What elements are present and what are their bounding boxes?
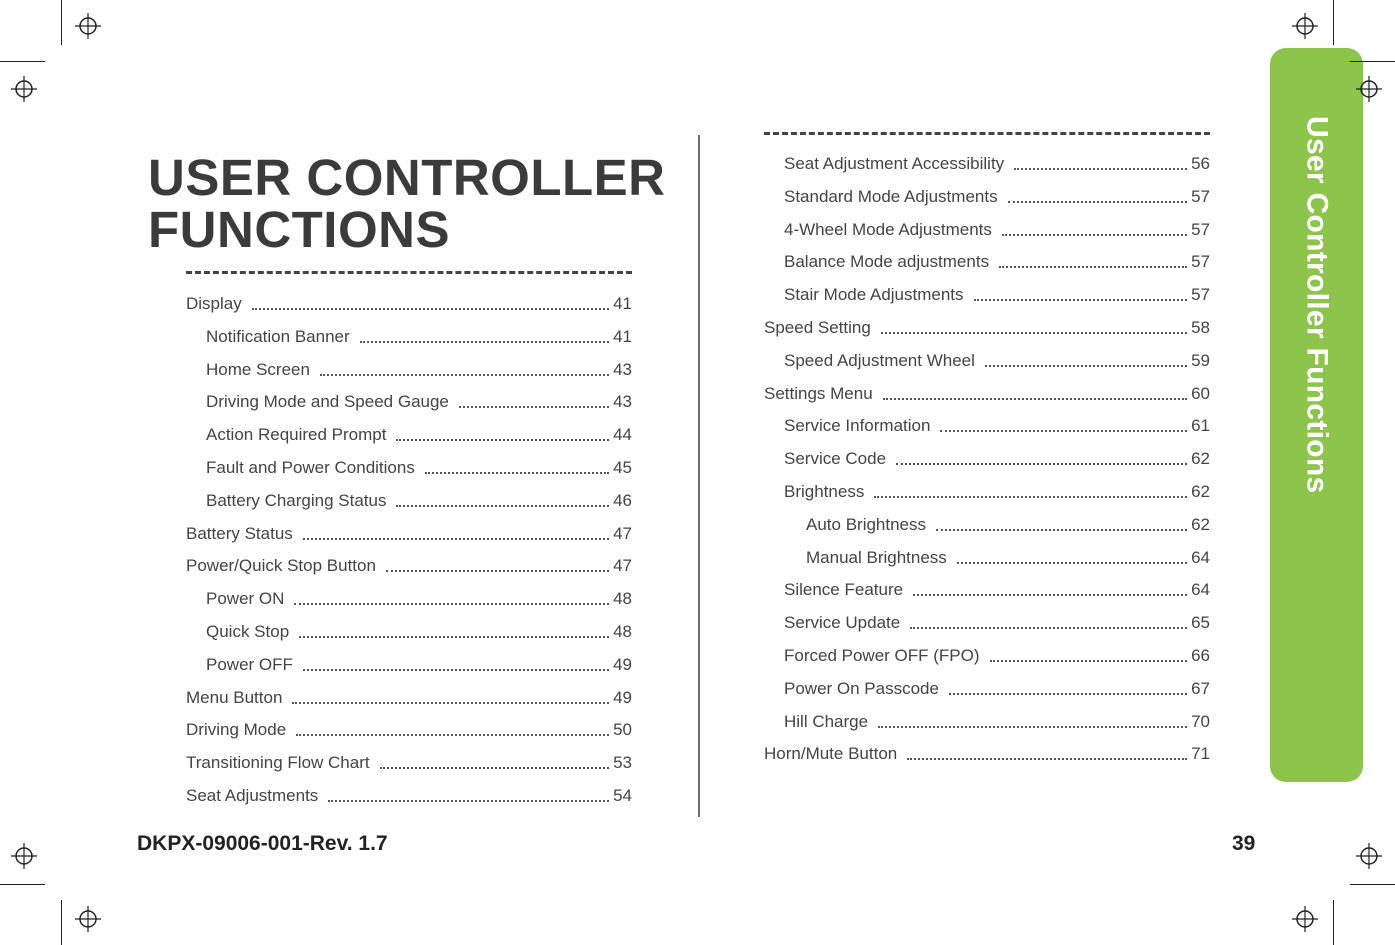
toc-entry xyxy=(764,478,1210,502)
toc-entry-label: Notification Banner xyxy=(206,326,350,346)
right-section-rule xyxy=(764,132,1210,135)
toc-entry-label: Fault and Power Conditions xyxy=(206,458,415,477)
toc-dot-leader xyxy=(974,299,1188,301)
toc-entry-page: 45 xyxy=(613,458,632,477)
toc-entry-label: Driving Mode and Speed Gauge xyxy=(206,392,449,412)
toc-entry xyxy=(186,487,632,511)
toc-entry-page: 54 xyxy=(613,786,632,805)
toc-entry-label: Brightness xyxy=(784,482,865,501)
registration-mark-icon xyxy=(11,843,37,869)
toc-entry-page: 49 xyxy=(613,654,632,674)
toc-entry-label: Service Update xyxy=(784,613,901,633)
toc-entry-label: Home Screen xyxy=(206,359,310,379)
toc-entry xyxy=(186,684,632,708)
toc-dot-leader xyxy=(949,693,1187,695)
crop-mark xyxy=(0,61,45,62)
toc-entry-label: Battery Charging Status xyxy=(206,490,387,510)
toc-dot-leader xyxy=(380,767,609,769)
toc-entry-label: Forced Power OFF (FPO) xyxy=(784,646,980,665)
toc-dot-leader xyxy=(940,430,1187,432)
toc-entry xyxy=(764,740,1210,764)
toc-entry xyxy=(186,290,632,314)
toc-entry xyxy=(764,314,1210,338)
toc-entry xyxy=(764,183,1210,207)
toc-entry xyxy=(764,576,1210,600)
left-section-rule xyxy=(186,271,632,274)
toc-entry-page: 49 xyxy=(613,687,632,707)
crop-mark xyxy=(61,0,62,45)
toc-dot-leader xyxy=(896,463,1187,465)
toc-entry xyxy=(764,445,1210,469)
column-divider xyxy=(698,135,700,817)
toc-entry-label: Display xyxy=(186,294,242,313)
toc-entry xyxy=(186,454,632,478)
toc-entry-label: Standard Mode Adjustments xyxy=(784,186,998,206)
toc-dot-leader xyxy=(881,332,1187,334)
toc-entry-page: 48 xyxy=(613,622,632,641)
toc-entry-label: Action Required Prompt xyxy=(206,425,387,445)
registration-mark-icon xyxy=(11,76,37,102)
toc-entry-label: Power OFF xyxy=(206,654,293,674)
toc-entry xyxy=(186,585,632,609)
toc-entry xyxy=(764,708,1210,732)
toc-entry-page: 58 xyxy=(1191,318,1210,337)
toc-dot-leader xyxy=(296,734,609,736)
toc-entry xyxy=(764,150,1210,174)
toc-entry xyxy=(186,716,632,740)
toc-entry-label: Manual Brightness xyxy=(806,547,947,567)
toc-entry-page: 57 xyxy=(1191,186,1210,206)
side-tab-label: User Controller Functions xyxy=(1300,116,1334,494)
toc-entry-page: 57 xyxy=(1191,252,1210,272)
toc-entry-label: Service Code xyxy=(784,449,887,469)
toc-dot-leader xyxy=(328,800,609,802)
toc-entry-label: Seat Adjustments xyxy=(186,786,319,805)
registration-mark-icon xyxy=(1292,13,1318,39)
registration-mark-icon xyxy=(75,13,101,39)
page-title-line-1: USER CONTROLLER xyxy=(148,149,666,206)
toc-entry xyxy=(186,323,632,347)
toc-entry-page: 53 xyxy=(613,753,632,773)
toc-dot-leader xyxy=(386,570,609,572)
document-id: DKPX-09006-001-Rev. 1.7 xyxy=(137,832,388,855)
toc-dot-leader xyxy=(985,365,1187,367)
toc-entry-label: Driving Mode xyxy=(186,720,287,740)
toc-dot-leader xyxy=(999,266,1187,268)
toc-dot-leader xyxy=(1008,201,1188,203)
toc-dot-leader xyxy=(360,341,609,343)
toc-entry-page: 57 xyxy=(1191,285,1210,305)
toc-entry-label: Quick Stop xyxy=(206,622,290,641)
toc-entry-page: 47 xyxy=(613,556,632,576)
toc-dot-leader xyxy=(990,660,1188,662)
toc-entry xyxy=(764,216,1210,240)
toc-entry xyxy=(186,388,632,412)
crop-mark xyxy=(1350,61,1395,62)
toc-entry-page: 70 xyxy=(1191,711,1210,731)
toc-entry-label: Power/Quick Stop Button xyxy=(186,556,376,576)
toc-dot-leader xyxy=(913,594,1187,596)
toc-entry-label: Seat Adjustment Accessibility xyxy=(784,154,1005,173)
toc-dot-leader xyxy=(252,308,609,310)
toc-entry xyxy=(186,520,632,544)
toc-entry-page: 48 xyxy=(613,589,632,609)
toc-dot-leader xyxy=(303,538,609,540)
toc-entry-label: Transitioning Flow Chart xyxy=(186,753,370,773)
toc-dot-leader xyxy=(292,702,609,704)
toc-entry-label: Balance Mode adjustments xyxy=(784,252,990,272)
registration-mark-icon xyxy=(1292,906,1318,932)
toc-entry xyxy=(764,609,1210,633)
toc-entry-page: 61 xyxy=(1191,416,1210,436)
toc-dot-leader xyxy=(910,627,1187,629)
registration-mark-icon xyxy=(1356,843,1382,869)
toc-dot-leader xyxy=(425,472,609,474)
toc-dot-leader xyxy=(936,529,1187,531)
toc-entry-page: 44 xyxy=(613,425,632,445)
registration-mark-icon xyxy=(75,906,101,932)
toc-entry xyxy=(764,511,1210,535)
toc-entry xyxy=(764,380,1210,404)
toc-entry xyxy=(764,347,1210,371)
toc-entry xyxy=(764,248,1210,272)
toc-entry xyxy=(764,544,1210,568)
toc-entry-label: Service Information xyxy=(784,416,931,436)
registration-mark-icon xyxy=(1356,76,1382,102)
toc-entry-page: 62 xyxy=(1191,514,1210,534)
toc-entry-page: 67 xyxy=(1191,678,1210,698)
toc-entry-page: 46 xyxy=(613,490,632,510)
toc-entry xyxy=(764,412,1210,436)
toc-entry-label: Menu Button xyxy=(186,687,283,707)
toc-left-column xyxy=(186,290,632,810)
toc-dot-leader xyxy=(1002,234,1187,236)
toc-entry-page: 66 xyxy=(1191,646,1210,665)
toc-entry-page: 59 xyxy=(1191,350,1210,370)
toc-dot-leader xyxy=(459,406,609,408)
toc-dot-leader xyxy=(320,374,609,376)
toc-dot-leader xyxy=(396,439,609,441)
toc-entry-page: 57 xyxy=(1191,219,1210,239)
toc-dot-leader xyxy=(878,726,1187,728)
toc-entry-page: 62 xyxy=(1191,482,1210,501)
toc-entry-page: 43 xyxy=(613,359,632,379)
toc-entry-label: Horn/Mute Button xyxy=(764,744,898,764)
crop-mark xyxy=(61,900,62,945)
toc-dot-leader xyxy=(874,496,1187,498)
toc-entry-page: 62 xyxy=(1191,449,1210,469)
toc-dot-leader xyxy=(299,636,609,638)
toc-entry-label: Battery Status xyxy=(186,523,293,543)
toc-entry-page: 41 xyxy=(613,294,632,313)
toc-entry-label: Settings Menu xyxy=(764,383,873,403)
toc-entry-page: 41 xyxy=(613,326,632,346)
crop-mark xyxy=(1333,900,1334,945)
toc-entry xyxy=(764,642,1210,666)
toc-entry xyxy=(186,356,632,380)
toc-entry-label: Hill Charge xyxy=(784,711,869,731)
crop-mark xyxy=(1350,884,1395,885)
page-title-line-2: FUNCTIONS xyxy=(148,201,450,258)
toc-dot-leader xyxy=(957,562,1187,564)
toc-entry-page: 43 xyxy=(613,392,632,412)
toc-entry-label: Speed Setting xyxy=(764,318,871,337)
toc-entry-page: 60 xyxy=(1191,383,1210,403)
toc-entry xyxy=(186,749,632,773)
toc-entry-page: 47 xyxy=(613,523,632,543)
toc-entry-page: 56 xyxy=(1191,154,1210,173)
toc-entry xyxy=(764,675,1210,699)
toc-entry-label: Power On Passcode xyxy=(784,678,939,698)
toc-right-column xyxy=(764,150,1210,770)
page-title xyxy=(148,149,666,258)
toc-entry-label: 4-Wheel Mode Adjustments xyxy=(784,219,992,239)
page-number: 39 xyxy=(1232,832,1256,855)
toc-entry xyxy=(764,281,1210,305)
crop-mark xyxy=(0,884,45,885)
toc-entry xyxy=(186,782,632,806)
toc-entry-page: 71 xyxy=(1191,744,1210,764)
toc-entry-page: 64 xyxy=(1191,580,1210,600)
section-side-tab-text xyxy=(1270,48,1363,782)
toc-entry xyxy=(186,421,632,445)
toc-dot-leader xyxy=(1014,168,1187,170)
toc-dot-leader xyxy=(883,398,1187,400)
toc-entry-page: 64 xyxy=(1191,547,1210,567)
toc-entry xyxy=(186,552,632,576)
toc-dot-leader xyxy=(294,603,609,605)
toc-entry xyxy=(186,618,632,642)
toc-dot-leader xyxy=(396,505,609,507)
toc-entry-label: Power ON xyxy=(206,589,285,609)
toc-entry-page: 50 xyxy=(613,720,632,740)
toc-entry-label: Silence Feature xyxy=(784,580,904,600)
toc-entry-label: Auto Brightness xyxy=(806,514,927,534)
crop-mark xyxy=(1333,0,1334,45)
toc-entry-label: Stair Mode Adjustments xyxy=(784,285,964,305)
toc-entry-page: 65 xyxy=(1191,613,1210,633)
toc-dot-leader xyxy=(303,669,609,671)
toc-entry-label: Speed Adjustment Wheel xyxy=(784,350,975,370)
toc-dot-leader xyxy=(907,758,1187,760)
toc-entry xyxy=(186,651,632,675)
